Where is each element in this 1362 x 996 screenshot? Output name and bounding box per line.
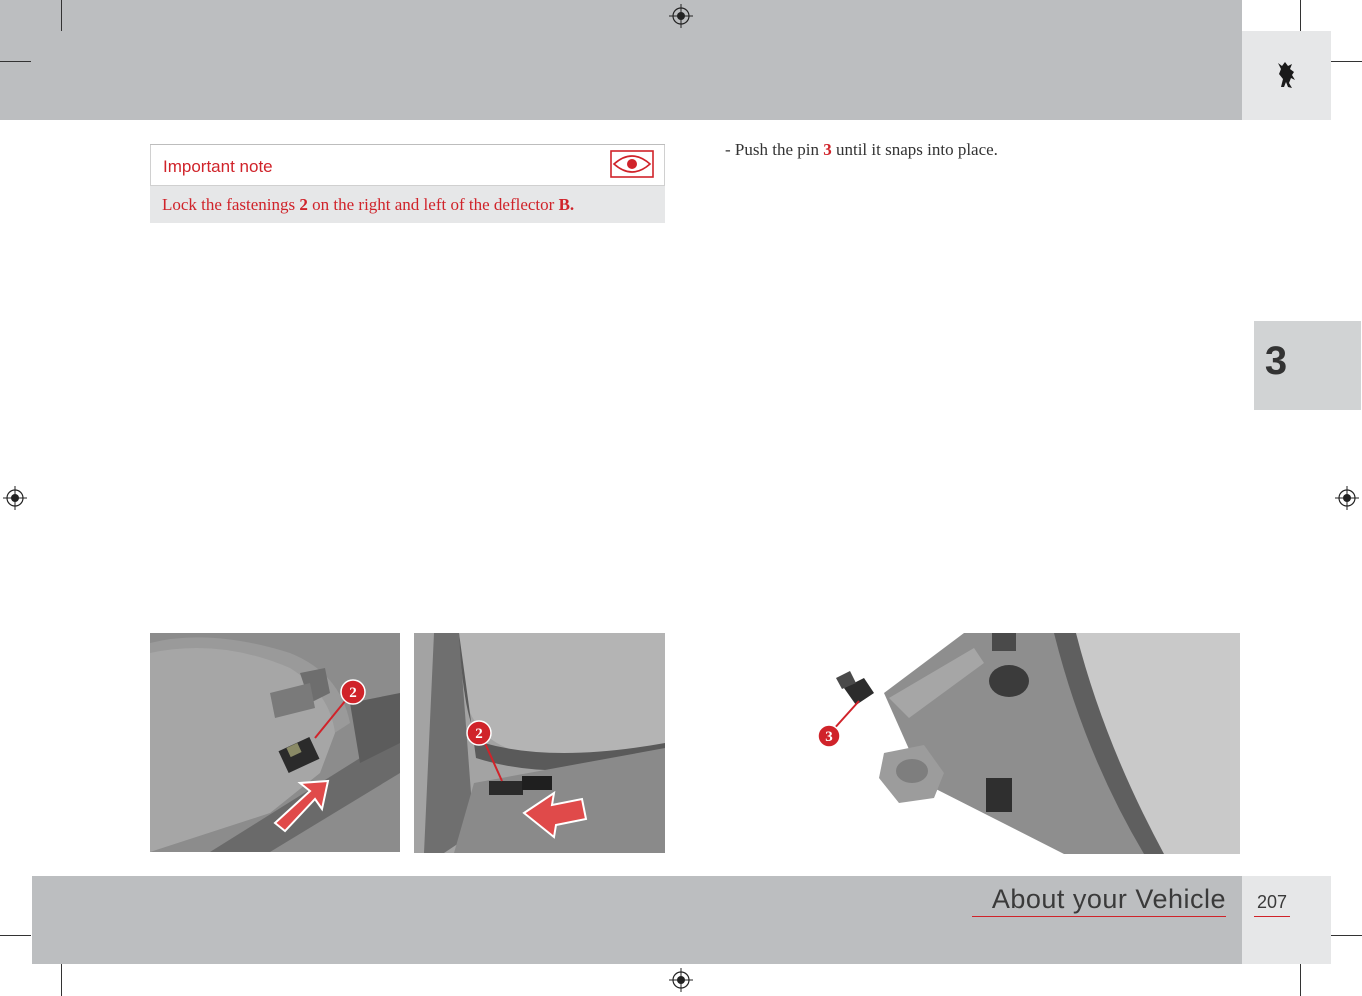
note-title: Important note — [163, 157, 273, 176]
note-text: Lock the fastenings 2 on the right and left of the deflector B. — [162, 195, 575, 214]
chapter-tab[interactable] — [1254, 321, 1361, 410]
page-number: 207 — [1254, 892, 1290, 917]
deflector-ref: B. — [558, 195, 575, 214]
note-body — [150, 186, 665, 223]
eye-warning-icon — [610, 150, 654, 178]
callout-2-left: 2 — [349, 685, 357, 701]
fastening-ref: 2 — [299, 195, 308, 214]
page-number-box — [1242, 876, 1331, 964]
prancing-horse-icon — [1272, 57, 1300, 93]
photo-fastening-right — [414, 633, 665, 853]
callout-3: 3 — [825, 729, 833, 745]
important-note-box — [150, 144, 665, 223]
header-band — [0, 0, 1242, 120]
instruction-text: - Push the pin 3 until it snaps into place. — [725, 140, 998, 159]
callout-2-middle: 2 — [475, 726, 483, 742]
pin-ref: 3 — [823, 140, 832, 159]
logo-box — [1242, 31, 1331, 120]
section-title: About your Vehicle — [972, 884, 1226, 917]
photo-pin — [724, 633, 1240, 854]
chapter-number: 3 — [1264, 339, 1288, 383]
photo-fastening-left — [150, 633, 400, 852]
note-header — [150, 145, 665, 186]
